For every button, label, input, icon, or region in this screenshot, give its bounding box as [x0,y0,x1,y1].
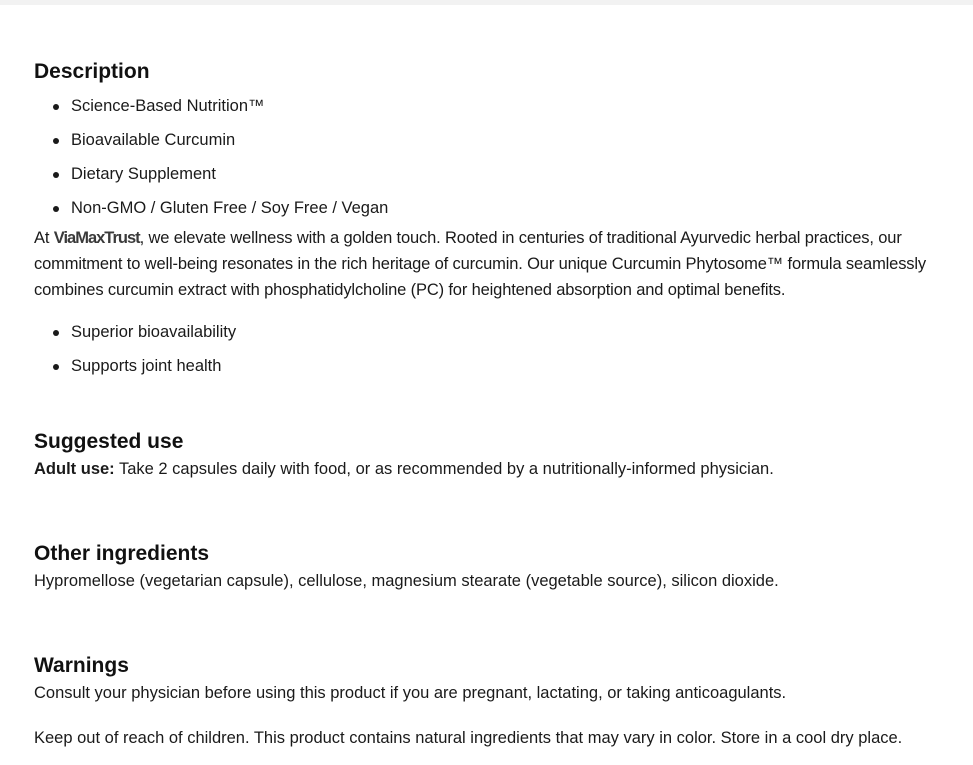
warning-text: Keep out of reach of children. This product contains natural ingredients that may vary in color. Store in a cool dry place. [34,729,903,747]
adult-use-label: Adult use: [34,460,115,478]
benefit-item: Superior bioavailability [34,315,949,349]
warning-text: Consult your physician before using this product if you are pregnant, lactating, or taking anticoagulants. [34,684,787,702]
adult-use-instructions: Take 2 capsules daily with food, or as recommended by a nutritionally-informed physician. [114,460,774,478]
paragraph-prefix: At [34,229,54,247]
benefit-list [34,315,949,383]
suggested-use-heading: Suggested use [34,430,184,453]
feature-list [34,89,949,225]
feature-item: Science-Based Nutrition™ [34,89,949,123]
brand-name: ViaMaxTrust [53,229,140,247]
other-ingredients-text: Hypromellose (vegetarian capsule), cellulose, magnesium stearate (vegetable source), silicon dioxide. [34,572,779,590]
product-details [34,58,949,751]
benefit-item: Supports joint health [34,349,949,383]
description-heading: Description [34,60,150,83]
warnings-section [34,652,949,751]
feature-item: Dietary Supplement [34,157,949,191]
suggested-use-section [34,428,949,482]
other-ingredients-heading: Other ingredients [34,542,210,565]
feature-item: Non-GMO / Gluten Free / Soy Free / Vegan [34,191,949,225]
suggested-use-text [34,456,949,482]
description-section [34,58,949,383]
description-paragraph [34,225,949,303]
other-ingredients-section [34,540,949,594]
top-border [0,0,973,5]
feature-item: Bioavailable Curcumin [34,123,949,157]
paragraph-text: , we elevate wellness with a golden touch. Rooted in centuries of traditional Ayurvedic herbal practices, our commitment to well-being resonates in the rich heritage of curcumin. Our unique Curcumin Phytosome™ formula seamlessly combines curcumin extract with phosphatidylcholine (PC) for heightened absorption and optimal benefits. [34,229,927,299]
warnings-heading: Warnings [34,654,129,677]
